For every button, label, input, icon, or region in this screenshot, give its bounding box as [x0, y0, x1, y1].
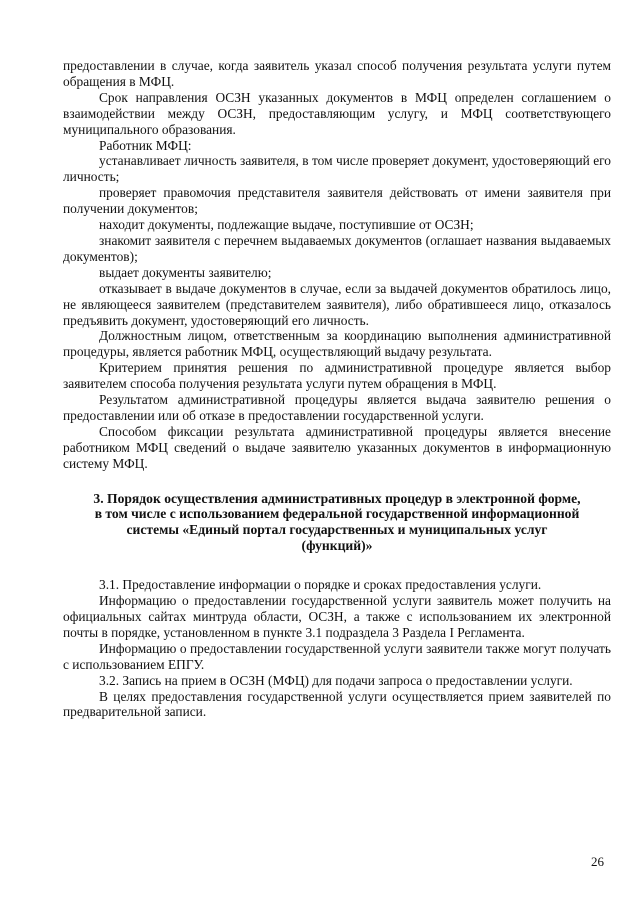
paragraph-fixation-method: Способом фиксации результата административной процедуры является внесение работником МФЦ сведений о выдаче заявителю указанных документов в информационную систему МФЦ. — [63, 423, 611, 471]
paragraph-info-websites: Информацию о предоставлении государственной услуги заявитель может получить на официальных сайтах минтруда области, ОСЗН, а также с использованием их электронной почты в порядке, установленном в пункте 3.1 подраздела 3 Раздела I Регламента. — [63, 593, 611, 640]
paragraph-refuse-issue: отказывает в выдаче документов в случае, если за выдачей документов обратилось лицо, не являющееся заявителем (представителем заявителя), либо обратившееся лицо, отказалось предъявить документ, удостоверяющий его личность. — [63, 280, 611, 328]
paragraph-procedure-result: Результатом административной процедуры является выдача заявителю решения о предоставлении или об отказе в предоставлении государственной услуги. — [63, 392, 611, 423]
page-content — [63, 58, 611, 720]
paragraph-info-epgu: Информацию о предоставлении государственной услуги заявители также могут получать с использованием ЕПГУ. — [63, 640, 611, 672]
paragraph-deadline: Срок направления ОСЗН указанных документов в МФЦ определен соглашением о взаимодействии между ОСЗН, предоставляющим услугу, и МФЦ соответствующего муниципального образования. — [63, 89, 611, 137]
paragraph-verify-authority: проверяет правомочия представителя заявителя действовать от имени заявителя при получении документов; — [63, 185, 611, 217]
page-number: 26 — [591, 854, 604, 869]
paragraph-responsible-official: Должностным лицом, ответственным за координацию выполнения административной процедуры, является работник МФЦ, осуществляющий выдачу результата. — [63, 328, 611, 360]
paragraph-continuation: предоставлении в случае, когда заявитель указал способ получения результата услуги путем обращения в МФЦ. — [63, 58, 611, 89]
paragraph-verify-identity: устанавливает личность заявителя, в том числе проверяет документ, удостоверяющий его личность; — [63, 153, 611, 185]
paragraph-worker: Работник МФЦ: — [99, 137, 192, 153]
paragraph-3-2: 3.2. Запись на прием в ОСЗН (МФЦ) для подачи запроса о предоставлении услуги. — [99, 672, 573, 688]
paragraph-find-documents: находит документы, подлежащие выдаче, поступившие от ОСЗН; — [99, 217, 474, 233]
section-heading-line: системы «Единый портал государственных и муниципальных услуг — [126, 522, 548, 538]
paragraph-document-list: знакомит заявителя с перечнем выдаваемых документов (оглашает названия выдаваемых документов); — [63, 232, 611, 264]
section-heading-line: 3. Порядок осуществления административных процедур в электронной форме, — [93, 490, 581, 506]
paragraph-appointment: В целях предоставления государственной услуги осуществляется прием заявителей по предварительной записи. — [63, 688, 611, 720]
section-heading — [63, 491, 611, 555]
paragraph-issue-documents: выдает документы заявителю; — [99, 264, 272, 280]
section-heading-line: (функций)» — [301, 538, 373, 554]
spacer — [63, 554, 611, 577]
paragraph-3-1: 3.1. Предоставление информации о порядке и сроках предоставления услуги. — [99, 577, 542, 593]
paragraph-decision-criterion: Критерием принятия решения по административной процедуре является выбор заявителем способа получения результата услуги путем обращения в МФЦ. — [63, 360, 611, 392]
section-heading-line: в том числе с использованием федеральной государственной информационной — [94, 506, 580, 522]
